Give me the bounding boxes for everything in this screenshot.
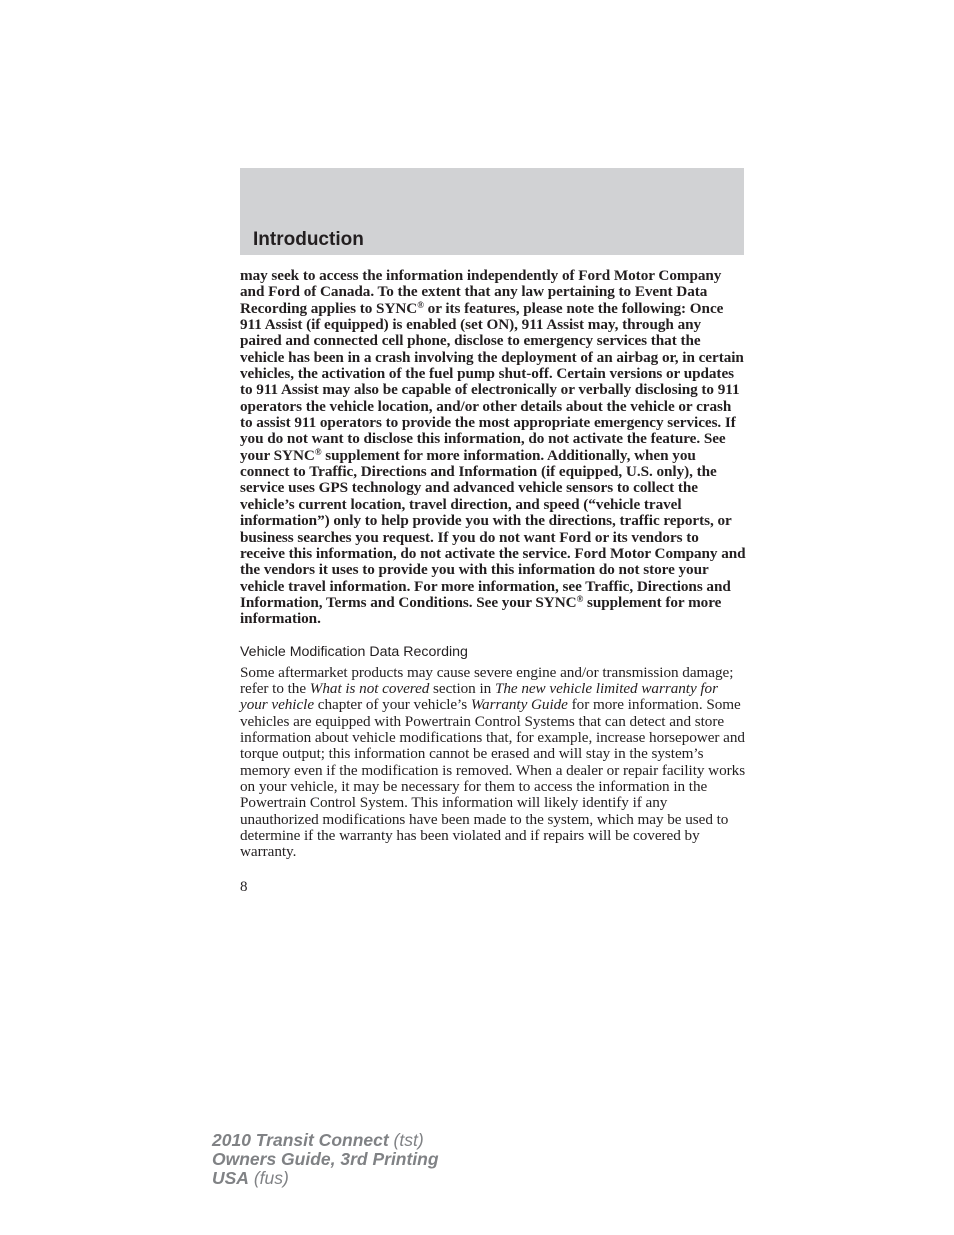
italic-reference-warranty-chapter: The new vehicle limited warranty for your vehicle <box>240 679 718 714</box>
registered-mark: ® <box>314 446 322 457</box>
footer-line-printing <box>212 1150 439 1169</box>
registered-mark: ® <box>576 593 584 604</box>
bold-text-part-1: may seek to access the information independently of Ford Motor Company and Ford of Canada. To the extent that any law pertaining to Event Data Recording applies to SYNC <box>240 267 722 317</box>
vehicle-modification-paragraph <box>240 665 746 861</box>
italic-reference-warranty-guide: Warranty Guide <box>470 696 568 714</box>
italic-reference-what-is-not-covered: What is not covered <box>309 679 430 697</box>
bold-text-part-2: or its features, please note the following: Once 911 Assist (if equipped) is enabled (set ON), 911 Assist may, through any paired and connected cell phone, disclose to emergency services that the vehicle has been in a crash involving the deployment of an airbag or, in certain vehicles, the activation of the fuel pump shut-off. Certain versions or updates to 911 Assist may also be capable of electronically or verbally disclosing to 911 operators the vehicle location, and/or other details about the vehicle or crash to assist 911 operators to provide the most appropriate emergency services. If you do not want to disclose this information, do not activate the feature. See your SYNC <box>240 299 744 464</box>
section-header-band <box>240 168 744 255</box>
bold-text-part-3: supplement for more information. Additionally, when you connect to Traffic, Directions and Information (if equipped, U.S. only), the service uses GPS technology and advanced vehicle sensors to collect the vehicle’s current location, travel direction, and speed (“vehicle travel information”) only to help provide you with the directions, traffic reports, or business searches you request. If you do not want Ford or its vendors to receive this information, do not activate the service. Ford Motor Company and the vendors it uses to provide you with this information do not store your vehicle travel information. For more information, see Traffic, Directions and Information, Terms and Conditions. See your SYNC <box>240 446 746 611</box>
body-text-part-4: for more information. Some vehicles are equipped with Powertrain Control Systems that can detect and store information about vehicle modifications that, for example, increase horsepower and torque output; this information cannot be erased and will stay in the system’s memory even if the modification is removed. When a dealer or repair facility works on your vehicle, it may be necessary for them to access the information in the Powertrain Control System. This information will likely identify if any unauthorized modifications have been made to the system, which may be used to determine if the warranty has been violated and if repairs will be covered by warranty. <box>240 696 746 861</box>
section-heading-vehicle-modification: Vehicle Modification Data Recording <box>240 643 468 660</box>
body-text-part-3: chapter of your vehicle’s <box>314 696 471 714</box>
footer-model-name: 2010 Transit Connect <box>212 1130 389 1150</box>
page-content <box>240 268 746 896</box>
footer-line-market <box>212 1169 439 1188</box>
footer-model-code: (tst) <box>388 1130 424 1150</box>
footer-edition-info <box>212 1131 439 1188</box>
footer-printing: Owners Guide, 3rd Printing <box>212 1149 439 1169</box>
registered-mark: ® <box>417 299 424 310</box>
body-text-part-2: section in <box>429 679 495 697</box>
sync-911-assist-paragraph <box>240 268 746 628</box>
footer-market-code: (fus) <box>248 1168 289 1188</box>
footer-line-model <box>212 1131 439 1150</box>
section-title: Introduction <box>253 229 364 250</box>
footer-market: USA <box>212 1168 249 1188</box>
page-number: 8 <box>240 878 248 895</box>
bold-text-part-4: supplement for more information. <box>240 593 722 628</box>
body-text-part-1: Some aftermarket products may cause severe engine and/or transmission damage; refer to the <box>240 663 734 697</box>
